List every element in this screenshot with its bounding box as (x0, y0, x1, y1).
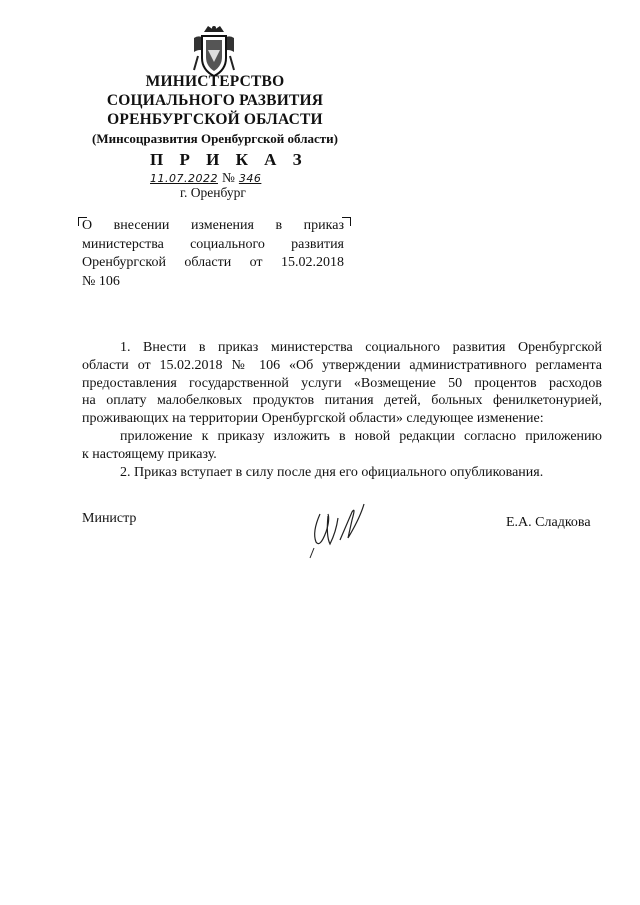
ministry-name-line-2: СОЦИАЛЬНОГО РАЗВИТИЯ (106, 92, 324, 109)
subject-line-3: Оренбургской области от 15.02.2018 (82, 255, 344, 270)
ministry-header (40, 72, 390, 149)
handwritten-signature-icon (290, 492, 390, 562)
order-date-number (150, 170, 261, 186)
order-city: г. Оренбург (180, 185, 246, 200)
subject-line-4: № 106 (82, 273, 120, 289)
body-line-4: на оплату малобелковых продуктов питания детей, больных фенилкетонурией, (82, 393, 602, 409)
order-body (82, 339, 602, 481)
order-number: 346 (238, 172, 262, 185)
number-sign: № (221, 170, 235, 185)
ministry-name-line-1: МИНИСТЕРСТВО (145, 73, 285, 90)
signatory-role: Министр (82, 511, 137, 526)
body-line-1: 1. Внести в приказ министерства социального развития Оренбургской (120, 340, 602, 355)
body-line-7: к настоящему приказу. (82, 446, 217, 462)
body-line-3: предоставления государственной услуги «Возмещение 50 процентов расходов (82, 375, 602, 391)
subject-line-1: О внесении изменения в приказ (82, 218, 344, 233)
body-line-6: приложение к приказу изложить в новой редакции согласно приложению (120, 428, 602, 444)
signatory-name: Е.А. Сладкова (506, 515, 591, 530)
body-line-8: 2. Приказ вступает в силу после дня его официального опубликования. (120, 464, 544, 480)
order-subject (82, 217, 344, 291)
ministry-short-name: (Минсоцразвития Оренбургской области) (92, 131, 338, 146)
order-title: П Р И К А З (150, 150, 308, 169)
order-date: 11.07.2022 (150, 172, 218, 185)
ministry-name-line-3: ОРЕНБУРГСКОЙ ОБЛАСТИ (107, 111, 323, 128)
body-line-2: области от 15.02.2018 № 106 «Об утверждении административного регламента (82, 357, 602, 373)
subject-line-2: министерства социального развития (82, 236, 344, 252)
body-line-5: проживающих на территории Оренбургской области» следующее изменение: (82, 411, 544, 427)
